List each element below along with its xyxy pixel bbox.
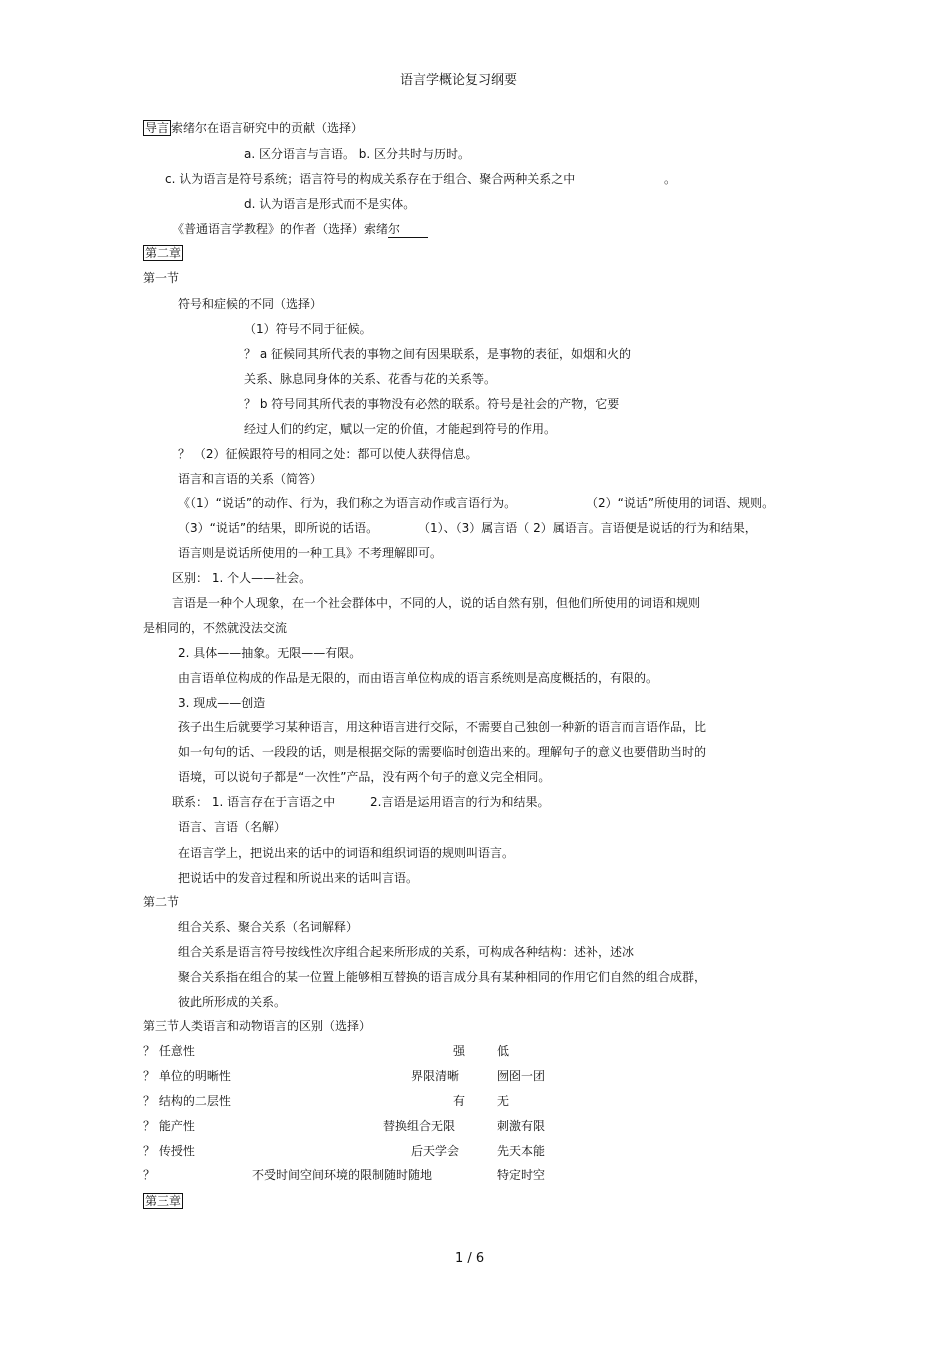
compare-name: ？ 能产性 <box>143 1119 195 1133</box>
compare-human: 不受时间空间环境的限制随时随地 <box>252 1168 433 1182</box>
intro-heading-text: 索绪尔在语言研究中的贡献（选择） <box>171 121 364 135</box>
sign-title: 符号和症候的不同（选择） <box>178 297 323 311</box>
compare-name: ？ 传授性 <box>143 1144 195 1158</box>
difference-3-para-line3: 语境，可以说句子都是“一次性”产品，没有两个句子的意义完全相同。 <box>178 770 551 784</box>
intro-item-c-end: 。 <box>664 172 677 186</box>
difference-1: 区别： 1. 个人——社会。 <box>172 571 312 585</box>
compare-human: 强 <box>453 1044 466 1058</box>
document-title: 语言学概论复习纲要 <box>400 73 518 88</box>
intro-item-ab: a. 区分语言与言语。 b. 区分共时与历时。 <box>244 147 471 161</box>
intro-heading <box>143 120 363 136</box>
compare-name: ？ <box>143 1168 156 1182</box>
ch2-section3-heading: 第三节人类语言和动物语言的区别（选择） <box>143 1019 372 1033</box>
sign-item-a-line2: 关系、脉息同身体的关系、花香与花的关系等。 <box>244 372 497 386</box>
compare-animal: 特定时空 <box>497 1168 546 1182</box>
compare-animal: 低 <box>497 1044 510 1058</box>
relation-paradigmatic-line2: 彼此所形成的关系。 <box>178 995 287 1009</box>
compare-human: 界限清晰 <box>411 1069 460 1083</box>
compare-name: ？ 结构的二层性 <box>143 1094 231 1108</box>
intro-book-text: 《普通语言学教程》的作者（选择）索绪 <box>172 222 389 236</box>
compare-name: ？ 单位的明晰性 <box>143 1069 231 1083</box>
definition-speech: 把说话中的发音过程和所说出来的话叫言语。 <box>178 871 419 885</box>
chapter2-heading-box: 第二章 <box>145 246 182 260</box>
relation-paradigmatic-line1: 聚合关系指在组合的某一位置上能够相互替换的语言成分具有某种相同的作用它们自然的组合成群， <box>178 970 707 984</box>
difference-2-para: 由言语单位构成的作品是无限的，而由语言单位构成的语言系统则是高度概括的，有限的。 <box>178 671 659 685</box>
lang-relation-line2b: （1）、（3）属言语（ 2）属语言。言语便是说话的行为和结果， <box>418 521 757 535</box>
definition-language: 在语言学上，把说出来的话中的词语和组织词语的规则叫语言。 <box>178 846 515 860</box>
page-number: 1 / 6 <box>455 1251 485 1266</box>
definition-title: 语言、言语（名解） <box>178 820 287 834</box>
connection-2: 2.言语是运用语言的行为和结果。 <box>370 795 550 809</box>
lang-relation-line1b: （2）“说话”所使用的词语、规则。 <box>586 496 775 510</box>
compare-animal: 囫囵一团 <box>497 1069 546 1083</box>
lang-relation-line1a: 《（1）“说话”的动作、行为，我们称之为语言动作或言语行为。 <box>178 496 517 510</box>
intro-book-underline: 尔 <box>388 221 428 238</box>
lang-relation-title: 语言和言语的关系（简答） <box>178 472 323 486</box>
relation-title: 组合关系、聚合关系（名词解释） <box>178 920 359 934</box>
ch2-section2-heading: 第二节 <box>143 895 180 909</box>
intro-item-c: c. 认为语言是符号系统；语言符号的构成关系存在于组合、聚合两种关系之中 <box>165 172 576 186</box>
difference-1-para-line1: 言语是一种个人现象，在一个社会群体中，不同的人，说的话自然有别，但他们所使用的词语和规则 <box>172 596 701 610</box>
connection-1: 联系： 1. 语言存在于言语之中 <box>172 795 336 809</box>
difference-3-para-line2: 如一句句的话、一段段的话，则是根据交际的需要临时创造出来的。理解句子的意义也要借助当时的 <box>178 745 707 759</box>
sign-item-a-line1: ？ a 征候同其所代表的事物之间有因果联系，是事物的表征，如烟和火的 <box>244 347 631 361</box>
difference-2: 2. 具体——抽象。无限——有限。 <box>178 646 362 660</box>
compare-human: 替换组合无限 <box>383 1119 456 1133</box>
sign-item-1: （1）符号不同于征候。 <box>244 322 372 336</box>
intro-book-line <box>172 221 428 238</box>
difference-3-para-line1: 孩子出生后就要学习某种语言，用这种语言进行交际，不需要自己独创一种新的语言而言语作品，比 <box>178 720 707 734</box>
intro-heading-box: 导言 <box>145 121 170 135</box>
ch2-section1-heading: 第一节 <box>143 271 180 285</box>
intro-item-d: d. 认为语言是形式而不是实体。 <box>244 197 416 211</box>
compare-animal: 刺激有限 <box>497 1119 546 1133</box>
compare-animal: 无 <box>497 1094 510 1108</box>
chapter2-heading <box>143 245 183 261</box>
relation-syntagmatic: 组合关系是语言符号按线性次序组合起来所形成的关系，可构成各种结构：述补，述冰 <box>178 945 635 959</box>
difference-1-para-line2: 是相同的，不然就没法交流 <box>143 621 288 635</box>
compare-animal: 先天本能 <box>497 1144 546 1158</box>
compare-human: 后天学会 <box>411 1144 460 1158</box>
sign-item-2: ？ （2）征候跟符号的相同之处：都可以使人获得信息。 <box>178 447 478 461</box>
lang-relation-line3: 语言则是说话所使用的一种工具》不考理解即可。 <box>178 546 443 560</box>
lang-relation-line2a: （3）“说话”的结果，即所说的话语。 <box>178 521 379 535</box>
difference-3: 3. 现成——创造 <box>178 696 266 710</box>
compare-human: 有 <box>453 1094 466 1108</box>
chapter3-heading <box>143 1193 183 1209</box>
sign-item-b-line2: 经过人们的约定，赋以一定的价值，才能起到符号的作用。 <box>244 422 557 436</box>
sign-item-b-line1: ？ b 符号同其所代表的事物没有必然的联系。符号是社会的产物，它要 <box>244 397 620 411</box>
chapter3-heading-box: 第三章 <box>145 1194 182 1208</box>
compare-name: ？ 任意性 <box>143 1044 195 1058</box>
